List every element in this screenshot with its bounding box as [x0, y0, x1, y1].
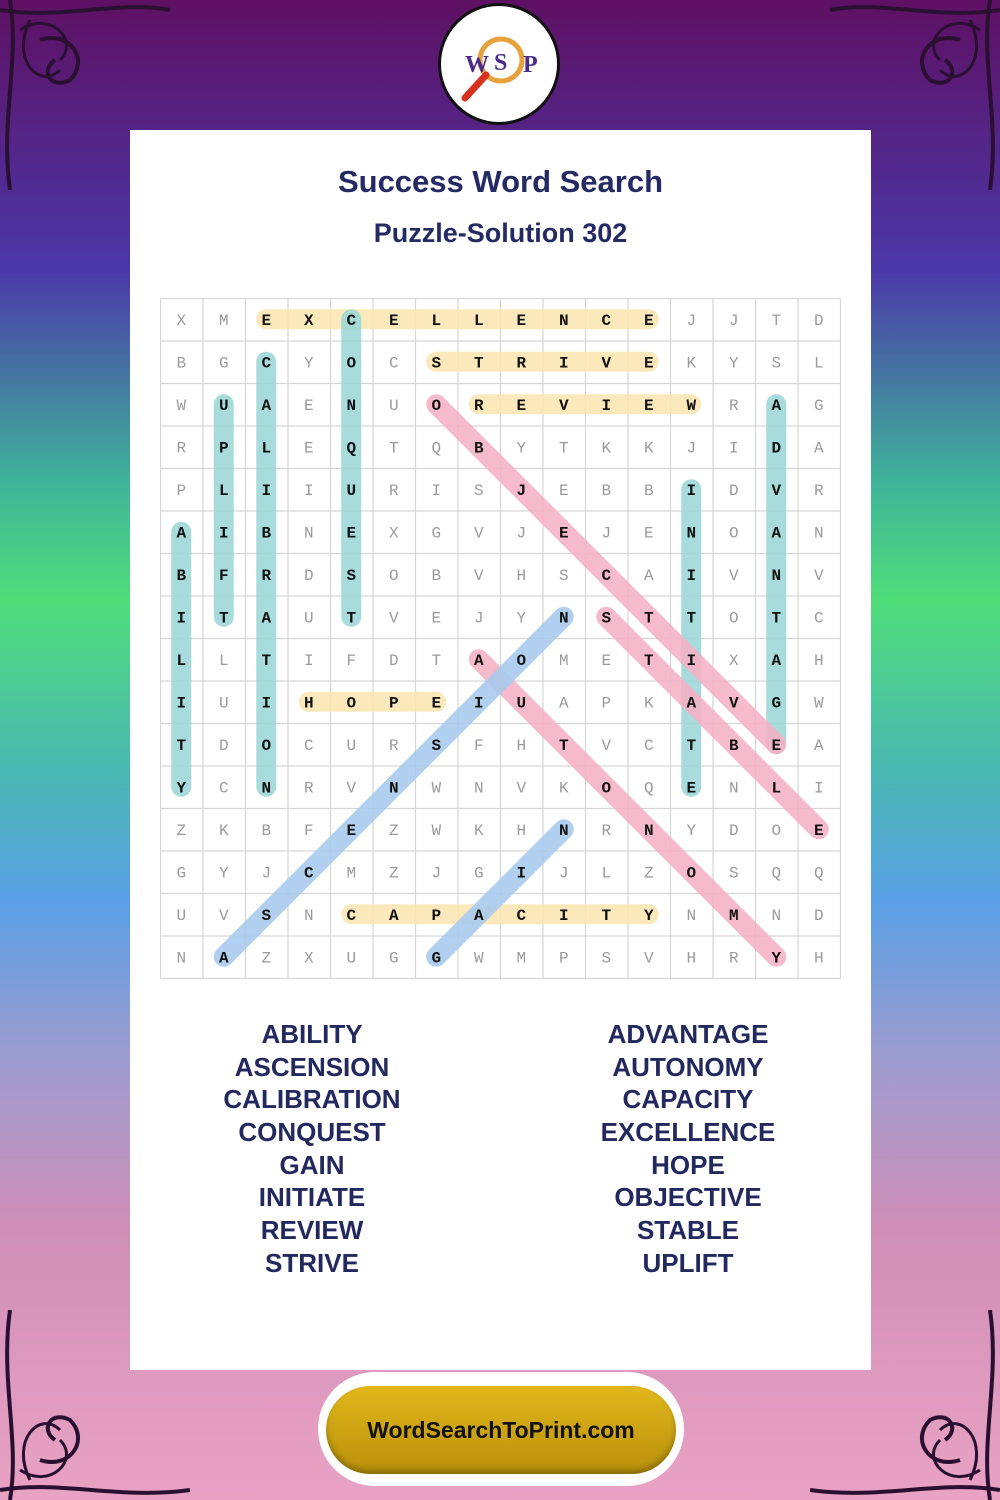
grid-cell-letter: E	[346, 821, 357, 840]
grid-cell-letter: S	[728, 864, 739, 883]
grid-cell-letter: I	[728, 439, 739, 458]
grid-cell-letter: I	[601, 396, 612, 415]
page-title: Success Word Search	[337, 164, 664, 199]
grid-cell-letter: G	[431, 949, 442, 968]
grid-cell-letter: R	[728, 396, 739, 415]
grid-cell-letter: L	[218, 651, 229, 670]
grid-cell-letter: C	[813, 609, 824, 628]
grid-cell-letter: A	[771, 396, 782, 415]
grid-cell-letter: Y	[728, 354, 739, 373]
grid-cell-letter: V	[813, 566, 824, 585]
grid-cell-letter: D	[388, 651, 399, 670]
grid-cell-letter: E	[813, 821, 824, 840]
grid-cell-letter: J	[431, 864, 442, 883]
grid-cell-letter: I	[516, 864, 527, 883]
grid-cell-letter: P	[431, 906, 442, 925]
grid-cell-letter: D	[218, 736, 229, 755]
grid-cell-letter: I	[686, 481, 697, 500]
site-link-button[interactable]: WordSearchToPrint.com	[326, 1386, 676, 1474]
grid-cell-letter: W	[813, 694, 824, 713]
grid-cell-letter: A	[218, 949, 229, 968]
grid-cell-letter: Z	[261, 949, 272, 968]
grid-cell-letter: H	[516, 736, 527, 755]
grid-cell-letter: I	[686, 651, 697, 670]
grid-cell-letter: H	[303, 694, 314, 713]
grid-cell-letter: D	[728, 821, 739, 840]
grid-cell-letter: E	[346, 524, 357, 543]
grid-cell-letter: N	[388, 779, 399, 798]
grid-cell-letter: W	[431, 779, 442, 798]
grid-cell-letter: D	[303, 566, 314, 585]
grid-cell-letter: R	[473, 396, 484, 415]
grid-cell-letter: Q	[346, 439, 357, 458]
grid-cell-letter: P	[388, 694, 399, 713]
grid-cell-letter: R	[813, 481, 824, 500]
grid-cell-letter: Z	[176, 821, 187, 840]
grid-cell-letter: E	[261, 311, 272, 330]
grid-cell-letter: Y	[516, 609, 527, 628]
grid-cell-letter: I	[218, 524, 229, 543]
grid-cell-letter: O	[516, 651, 527, 670]
grid-cell-letter: G	[431, 524, 442, 543]
grid-cell-letter: L	[473, 311, 484, 330]
grid-cell-letter: R	[601, 821, 612, 840]
grid-cell-letter: V	[346, 779, 357, 798]
grid-cell-letter: N	[473, 779, 484, 798]
grid-cell-letter: U	[176, 906, 187, 925]
grid-cell-letter: A	[473, 906, 484, 925]
logo-letter-s: S	[494, 50, 508, 76]
grid-cell-letter: P	[176, 481, 187, 500]
grid-cell-letter: U	[218, 694, 229, 713]
grid-cell-letter: T	[558, 439, 569, 458]
grid-cell-letter: S	[261, 906, 272, 925]
site-logo[interactable]	[438, 3, 560, 125]
grid-cell-letter: K	[686, 354, 697, 373]
grid-cell-letter: H	[813, 949, 824, 968]
grid-cell-letter: X	[303, 311, 314, 330]
grid-cell-letter: B	[261, 821, 272, 840]
grid-cell-letter: V	[473, 566, 484, 585]
grid-cell-letter: Z	[388, 864, 399, 883]
grid-cell-letter: O	[728, 609, 739, 628]
grid-cell-letter: O	[601, 779, 612, 798]
grid-cell-letter: J	[261, 864, 272, 883]
grid-cell-letter: I	[261, 694, 272, 713]
grid-cell-letter: Y	[303, 354, 314, 373]
grid-cell-letter: R	[261, 566, 272, 585]
grid-cell-letter: S	[431, 736, 442, 755]
grid-cell-letter: P	[558, 949, 569, 968]
grid-cell-letter: T	[473, 354, 484, 373]
grid-cell-letter: U	[346, 481, 357, 500]
grid-cell-letter: V	[473, 524, 484, 543]
grid-cell-letter: Q	[643, 779, 654, 798]
grid-cell-letter: P	[218, 439, 229, 458]
grid-cell-letter: M	[728, 906, 739, 925]
grid-cell-letter: D	[771, 439, 782, 458]
grid-cell-letter: G	[218, 354, 229, 373]
grid-cell-letter: N	[728, 779, 739, 798]
grid-cell-letter: H	[516, 566, 527, 585]
grid-cell-letter: M	[516, 949, 527, 968]
grid-cell-letter: A	[813, 736, 824, 755]
grid-cell-letter: T	[686, 736, 697, 755]
grid-cell-letter: F	[473, 736, 484, 755]
grid-cell-letter: J	[728, 311, 739, 330]
grid-cell-letter: T	[261, 651, 272, 670]
grid-cell-letter: U	[516, 694, 527, 713]
grid-cell-letter: V	[601, 354, 612, 373]
grid-cell-letter: B	[728, 736, 739, 755]
grid-cell-letter: C	[346, 906, 357, 925]
grid-cell-letter: T	[771, 311, 782, 330]
grid-cell-letter: A	[176, 524, 187, 543]
grid-cell-letter: N	[643, 821, 654, 840]
grid-cell-letter: N	[771, 906, 782, 925]
grid-cell-letter: N	[771, 566, 782, 585]
grid-cell-letter: S	[431, 354, 442, 373]
grid-cell-letter: W	[473, 949, 484, 968]
grid-cell-letter: P	[601, 694, 612, 713]
word-list-item: STRIVE	[265, 1247, 359, 1278]
grid-cell-letter: D	[728, 481, 739, 500]
grid-cell-letter: I	[813, 779, 824, 798]
grid-cell-letter: V	[601, 736, 612, 755]
word-list-item: ASCENSION	[234, 1051, 390, 1082]
grid-cell-letter: L	[261, 439, 272, 458]
grid-cell-letter: L	[176, 651, 187, 670]
word-list-item: GAIN	[279, 1149, 345, 1180]
grid-cell-letter: K	[558, 779, 569, 798]
grid-cell-letter: A	[473, 651, 484, 670]
grid-cell-letter: S	[771, 354, 782, 373]
grid-cell-letter: C	[388, 354, 399, 373]
grid-cell-letter: U	[346, 736, 357, 755]
grid-cell-letter: I	[261, 481, 272, 500]
grid-cell-letter: V	[388, 609, 399, 628]
grid-cell-letter: G	[388, 949, 399, 968]
word-search-grid	[160, 298, 841, 979]
grid-cell-letter: S	[601, 949, 612, 968]
grid-cell-letter: T	[771, 609, 782, 628]
grid-cell-letter: T	[176, 736, 187, 755]
grid-cell-letter: Z	[643, 864, 654, 883]
grid-cell-letter: T	[558, 736, 569, 755]
grid-cell-letter: E	[558, 524, 569, 543]
grid-cell-letter: A	[261, 396, 272, 415]
grid-cell-letter: M	[558, 651, 569, 670]
grid-cell-letter: X	[303, 949, 314, 968]
grid-cell-letter: N	[558, 311, 569, 330]
grid-cell-letter: C	[218, 779, 229, 798]
grid-cell-letter: E	[643, 354, 654, 373]
word-list-item: INITIATE	[258, 1182, 366, 1213]
grid-cell-letter: R	[516, 354, 527, 373]
grid-cell-letter: J	[601, 524, 612, 543]
grid-cell-letter: W	[686, 396, 697, 415]
grid-cell-letter: E	[686, 779, 697, 798]
grid-cell-letter: K	[218, 821, 229, 840]
grid-cell-letter: O	[771, 821, 782, 840]
grid-cell-letter: T	[643, 651, 654, 670]
grid-cell-letter: A	[771, 651, 782, 670]
word-list-item: OBJECTIVE	[614, 1182, 762, 1213]
grid-cell-letter: L	[218, 481, 229, 500]
grid-cell-letter: V	[558, 396, 569, 415]
word-list-item: ABILITY	[261, 1019, 363, 1049]
grid-cell-letter: R	[728, 949, 739, 968]
grid-cell-letter: A	[813, 439, 824, 458]
grid-cell-letter: Y	[176, 779, 187, 798]
word-list-item: EXCELLENCE	[600, 1117, 776, 1148]
grid-cell-letter: N	[176, 949, 187, 968]
puzzle-sheet	[130, 130, 871, 1370]
grid-cell-letter: N	[303, 906, 314, 925]
grid-cell-letter: R	[388, 736, 399, 755]
grid-cell-letter: I	[176, 694, 187, 713]
grid-cell-letter: E	[388, 311, 399, 330]
grid-cell-letter: N	[813, 524, 824, 543]
grid-cell-letter: S	[558, 566, 569, 585]
grid-cell-letter: F	[303, 821, 314, 840]
grid-cell-letter: A	[261, 609, 272, 628]
grid-cell-letter: J	[686, 439, 697, 458]
grid-cell-letter: E	[771, 736, 782, 755]
word-list-item: AUTONOMY	[612, 1051, 764, 1082]
grid-cell-letter: B	[176, 354, 187, 373]
grid-cell-letter: I	[558, 906, 569, 925]
grid-cell-letter: T	[346, 609, 357, 628]
grid-cell-letter: D	[813, 311, 824, 330]
grid-cell-letter: B	[431, 566, 442, 585]
grid-cell-letter: B	[643, 481, 654, 500]
grid-cell-letter: Q	[813, 864, 824, 883]
grid-cell-letter: K	[643, 439, 654, 458]
grid-cell-letter: I	[176, 609, 187, 628]
grid-cell-letter: V	[771, 481, 782, 500]
grid-cell-letter: Y	[771, 949, 782, 968]
grid-cell-letter: G	[771, 694, 782, 713]
grid-cell-letter: A	[771, 524, 782, 543]
grid-cell-letter: I	[303, 651, 314, 670]
grid-cell-letter: I	[558, 354, 569, 373]
grid-cell-letter: W	[431, 821, 442, 840]
word-list-item: ADVANTAGE	[607, 1019, 769, 1049]
grid-cell-letter: Y	[218, 864, 229, 883]
grid-cell-letter: M	[218, 311, 229, 330]
grid-cell-letter: S	[346, 566, 357, 585]
grid-cell-letter: J	[516, 481, 527, 500]
grid-cell-letter: L	[431, 311, 442, 330]
grid-cell-letter: E	[601, 651, 612, 670]
word-list-item: REVIEW	[260, 1215, 364, 1246]
grid-cell-letter: E	[303, 439, 314, 458]
grid-cell-letter: K	[473, 821, 484, 840]
grid-cell-letter: N	[686, 524, 697, 543]
grid-cell-letter: C	[601, 566, 612, 585]
logo-letter-p: P	[523, 52, 538, 78]
grid-cell-letter: F	[218, 566, 229, 585]
word-list-item: HOPE	[651, 1149, 725, 1180]
grid-cell-letter: X	[388, 524, 399, 543]
grid-cell-letter: E	[303, 396, 314, 415]
grid-cell-letter: O	[346, 694, 357, 713]
grid-cell-letter: T	[643, 609, 654, 628]
grid-cell-letter: C	[643, 736, 654, 755]
word-list-item: CAPACITY	[622, 1084, 754, 1115]
grid-cell-letter: O	[728, 524, 739, 543]
grid-cell-letter: T	[218, 609, 229, 628]
grid-cell-letter: V	[218, 906, 229, 925]
site-link-frame	[318, 1372, 684, 1486]
grid-cell-letter: E	[431, 694, 442, 713]
grid-cell-letter: H	[813, 651, 824, 670]
grid-cell-letter: E	[643, 524, 654, 543]
grid-cell-letter: Y	[516, 439, 527, 458]
grid-cell-letter: H	[686, 949, 697, 968]
grid-cell-letter: B	[261, 524, 272, 543]
grid-cell-letter: G	[473, 864, 484, 883]
grid-cell-letter: E	[516, 311, 527, 330]
grid-cell-letter: J	[686, 311, 697, 330]
grid-cell-letter: Z	[388, 821, 399, 840]
grid-cell-letter: R	[176, 439, 187, 458]
grid-cell-letter: U	[303, 609, 314, 628]
grid-cell-letter: J	[558, 864, 569, 883]
grid-cell-letter: R	[388, 481, 399, 500]
grid-cell-letter: T	[431, 651, 442, 670]
grid-cell-letter: E	[643, 396, 654, 415]
grid-cell-letter: A	[388, 906, 399, 925]
grid-cell-letter: H	[516, 821, 527, 840]
grid-cell-letter: V	[516, 779, 527, 798]
grid-cell-letter: N	[558, 609, 569, 628]
word-list-left	[162, 1018, 462, 1280]
word-list-item: CALIBRATION	[223, 1084, 401, 1115]
grid-cell-letter: X	[728, 651, 739, 670]
grid-cell-letter: C	[516, 906, 527, 925]
word-list-item: UPLIFT	[642, 1247, 734, 1278]
grid-cell-letter: C	[303, 736, 314, 755]
grid-cell-letter: O	[261, 736, 272, 755]
grid-cell-letter: T	[601, 906, 612, 925]
grid-cell-letter: U	[218, 396, 229, 415]
grid-cell-letter: L	[813, 354, 824, 373]
grid-cell-letter: E	[558, 481, 569, 500]
grid-cell-letter: E	[643, 311, 654, 330]
grid-cell-letter: E	[516, 396, 527, 415]
grid-cell-letter: V	[643, 949, 654, 968]
word-list-item: STABLE	[636, 1215, 740, 1246]
grid-cell-letter: C	[346, 311, 357, 330]
grid-cell-letter: Q	[431, 439, 442, 458]
grid-cell-letter: G	[813, 396, 824, 415]
grid-cell-letter: O	[346, 354, 357, 373]
grid-cell-letter: W	[176, 396, 187, 415]
grid-cell-letter: B	[601, 481, 612, 500]
grid-cell-letter: U	[388, 396, 399, 415]
grid-cell-letter: O	[388, 566, 399, 585]
word-list-item: CONQUEST	[238, 1117, 386, 1148]
grid-cell-letter: V	[728, 566, 739, 585]
grid-cell-letter: A	[558, 694, 569, 713]
grid-cell-letter: C	[303, 864, 314, 883]
magnifier-icon	[441, 6, 557, 122]
grid-cell-letter: V	[728, 694, 739, 713]
grid-cell-letter: O	[431, 396, 442, 415]
grid-cell-letter: N	[558, 821, 569, 840]
grid-cell-letter: N	[261, 779, 272, 798]
grid-cell-letter: J	[473, 609, 484, 628]
grid-cell-letter: U	[346, 949, 357, 968]
grid-cell-letter: L	[771, 779, 782, 798]
grid-cell-letter: A	[643, 566, 654, 585]
grid-cell-letter: I	[431, 481, 442, 500]
grid-cell-letter: T	[388, 439, 399, 458]
word-list-right	[538, 1018, 838, 1280]
grid-cell-letter: K	[643, 694, 654, 713]
grid-cell-letter: Q	[771, 864, 782, 883]
grid-cell-letter: C	[261, 354, 272, 373]
grid-cell-letter: S	[601, 609, 612, 628]
grid-cell-letter: N	[686, 906, 697, 925]
grid-cell-letter: R	[303, 779, 314, 798]
grid-cell-letter: B	[176, 566, 187, 585]
grid-cell-letter: M	[346, 864, 357, 883]
grid-cell-letter: N	[346, 396, 357, 415]
grid-cell-letter: T	[686, 609, 697, 628]
grid-cell-letter: C	[601, 311, 612, 330]
grid-cell-letter: Y	[643, 906, 654, 925]
grid-cell-letter: O	[686, 864, 697, 883]
grid-cell-letter: I	[686, 566, 697, 585]
grid-cell-letter: Y	[686, 821, 697, 840]
grid-cell-letter: D	[813, 906, 824, 925]
grid-cell-letter: I	[303, 481, 314, 500]
page-subtitle: Puzzle-Solution 302	[373, 218, 628, 248]
grid-cell-letter: X	[176, 311, 187, 330]
grid-cell-letter: I	[473, 694, 484, 713]
grid-cell-letter: K	[601, 439, 612, 458]
grid-cell-letter: E	[431, 609, 442, 628]
grid-cell-letter: S	[473, 481, 484, 500]
grid-cell-letter: G	[176, 864, 187, 883]
grid-cell-letter: F	[346, 651, 357, 670]
grid-cell-letter: B	[473, 439, 484, 458]
grid-cell-letter: N	[303, 524, 314, 543]
grid-cell-letter: L	[601, 864, 612, 883]
grid-cell-letter: A	[686, 694, 697, 713]
logo-letter-w: W	[465, 52, 489, 78]
grid-cell-letter: J	[516, 524, 527, 543]
